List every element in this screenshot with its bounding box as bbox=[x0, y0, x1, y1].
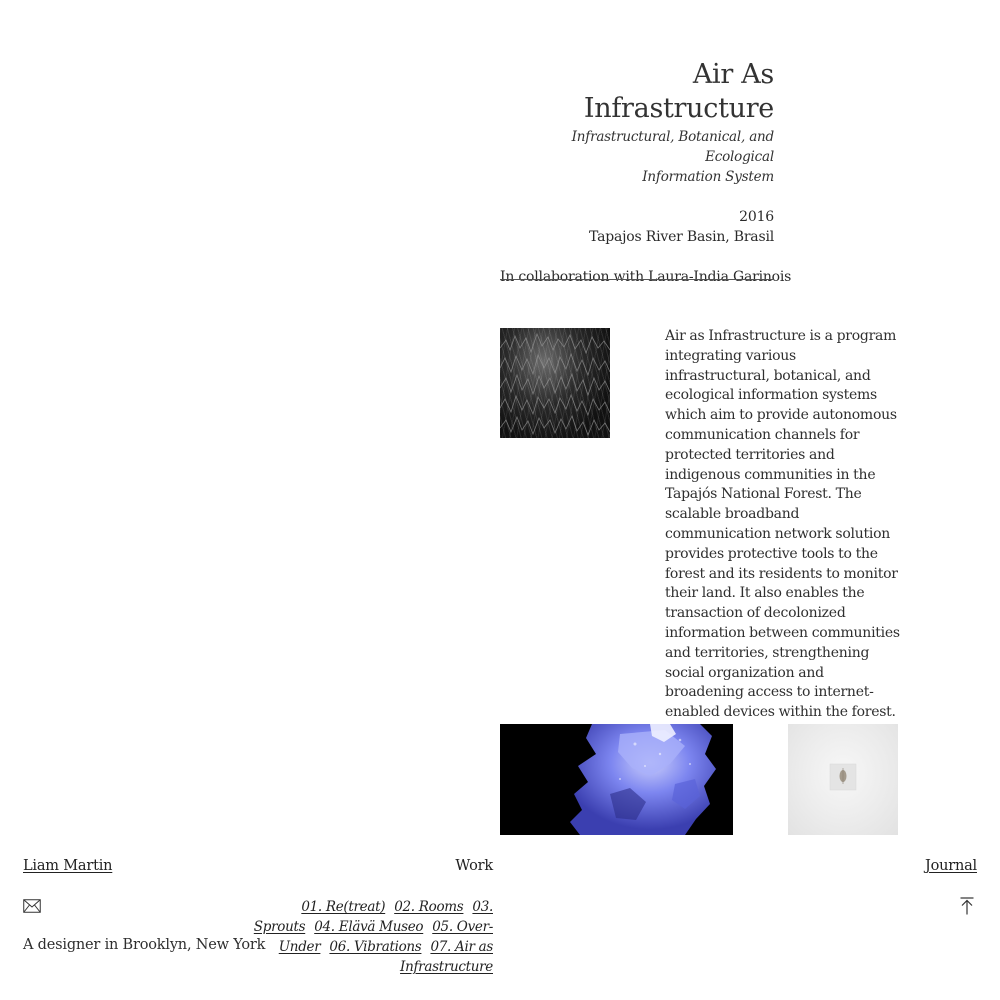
site-footer bbox=[0, 850, 1000, 1000]
project-meta bbox=[500, 207, 774, 247]
project-collaboration: In collaboration with Laura-India Garinois bbox=[500, 269, 792, 285]
work-list bbox=[253, 897, 493, 977]
blue-scan-graphic bbox=[500, 724, 733, 835]
mail-icon[interactable] bbox=[23, 899, 41, 913]
back-to-top-icon[interactable] bbox=[960, 897, 974, 915]
project-year: 2016 bbox=[739, 209, 774, 225]
work-item-sprouts[interactable]: 03. Sprouts bbox=[253, 899, 493, 935]
journal-link[interactable]: Journal bbox=[924, 858, 977, 874]
work-item-air-as-infrastructure[interactable]: 07. Air as Infrastructure bbox=[400, 939, 493, 975]
project-description: Air as Infrastructure is a program integrating various infrastructural, botanical, and ecological information systems which aim to provide autonomous communication channels for protected territories and indigenous communities in the Tapajós National Forest. The scalable broadband communication network solution provides protective tools to the forest and its residents to monitor their land. It also enables the transaction of decolonized information between communities and territories, strengthening social organization and broadening access to internet-enabled devices within the forest. bbox=[665, 328, 900, 721]
header-divider bbox=[500, 279, 774, 280]
work-item-elava-museo[interactable]: 04. Elävä Museo bbox=[314, 919, 424, 935]
work-item-vibrations[interactable]: 06. Vibrations bbox=[329, 939, 422, 955]
white-installation-image[interactable] bbox=[788, 724, 898, 835]
tagline: A designer in Brooklyn, New York bbox=[23, 937, 266, 953]
project-subtitle bbox=[500, 127, 774, 187]
work-item-rooms[interactable]: 02. Rooms bbox=[394, 899, 464, 915]
grayscale-waveform-image[interactable] bbox=[500, 328, 610, 438]
work-item-retreat[interactable]: 01. Re(treat) bbox=[301, 899, 386, 915]
project-subtitle-line-1: Infrastructural, Botanical, and Ecological bbox=[571, 129, 774, 165]
installation-graphic bbox=[788, 724, 898, 835]
project-subtitle-line-2: Information System bbox=[642, 169, 774, 185]
work-item-over-under[interactable]: 05. Over-Under bbox=[278, 919, 493, 955]
project-header bbox=[500, 58, 792, 287]
blue-forest-scan-image[interactable] bbox=[500, 724, 733, 835]
waveform-graphic bbox=[500, 328, 610, 438]
work-label: Work bbox=[455, 858, 493, 874]
project-title: Air As Infrastructure bbox=[583, 59, 774, 124]
project-location: Tapajos River Basin, Brasil bbox=[589, 229, 774, 245]
author-name-link[interactable]: Liam Martin bbox=[23, 858, 113, 874]
